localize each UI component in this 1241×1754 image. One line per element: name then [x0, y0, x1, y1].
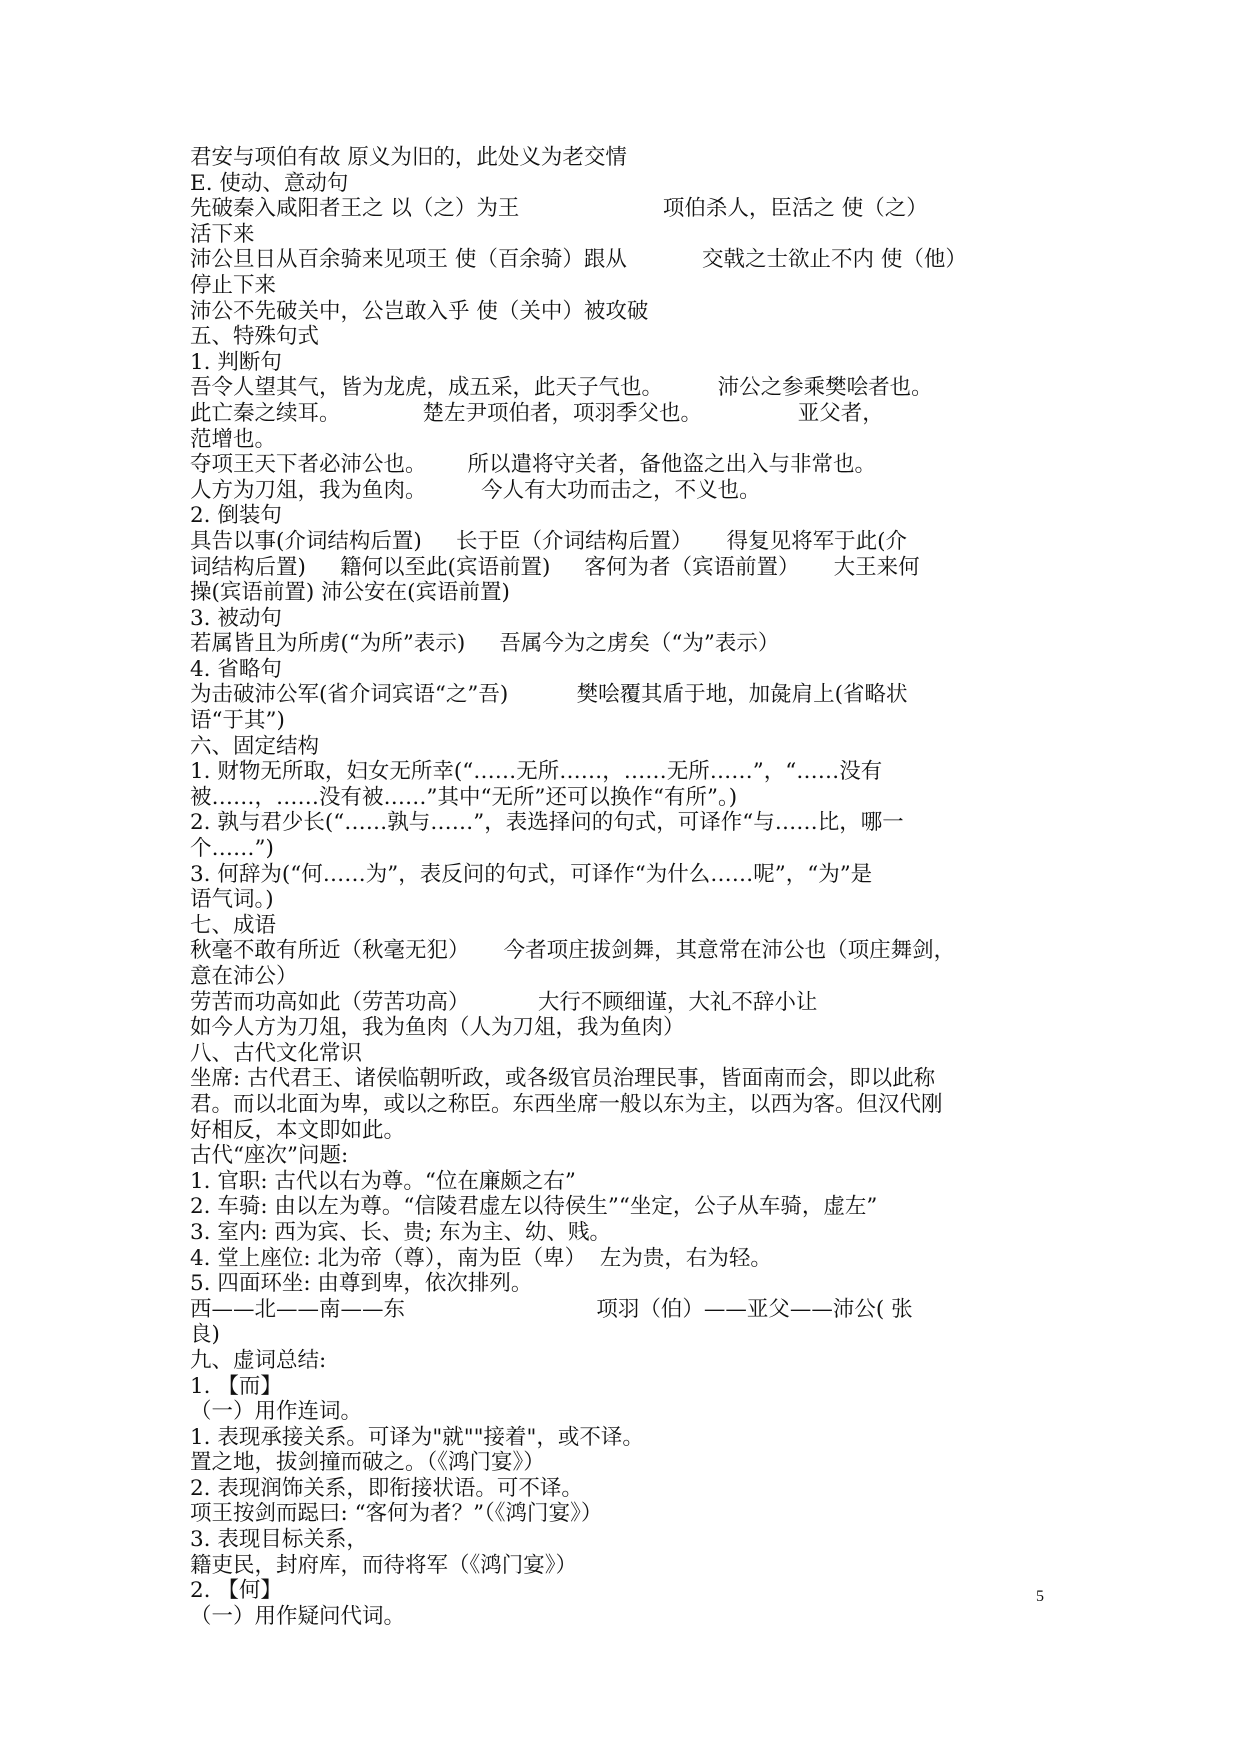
text-line: 若属皆且为所虏(“为所”表示) 吾属今为之虏矣（“为”表示） — [190, 631, 780, 657]
text-line: 语气词。) — [190, 887, 274, 913]
text-line: 西——北——南——东 项羽（伯）——亚父——沛公( 张 — [190, 1296, 913, 1322]
text-line: 好相反，本文即如此。 — [190, 1117, 406, 1143]
text-line: 先破秦入咸阳者王之 以（之）为王 项伯杀人，臣活之 使（之） — [190, 196, 928, 222]
text-line: 劳苦而功高如此（劳苦功高） 大行不顾细谨，大礼不辞小让 — [190, 989, 818, 1015]
page-body-text — [190, 145, 1070, 1629]
text-line: 为击破沛公军(省介词宾语“之”吾) 樊哙覆其盾于地，加彘肩上(省略状 — [190, 682, 908, 708]
text-line: 个……”) — [190, 836, 274, 862]
text-line: 六、固定结构 — [190, 733, 320, 759]
text-line: E. 使动、意动句 — [190, 170, 349, 196]
text-line: 沛公旦日从百余骑来见项王 使（百余骑）跟从 交戟之士欲止不内 使（他） — [190, 247, 967, 273]
text-line: 五、特殊句式 — [190, 324, 320, 350]
text-line: 1. 判断句 — [190, 349, 282, 375]
text-line: 3. 室内: 西为宾、长、贵; 东为主、幼、贱。 — [190, 1219, 612, 1245]
text-line: 活下来 — [190, 221, 255, 247]
text-line: 被……，……没有被……”其中“无所”还可以换作“有所”。) — [190, 784, 738, 810]
text-line: （一）用作连词。 — [190, 1399, 363, 1425]
text-line: 1. 【而】 — [190, 1373, 282, 1399]
text-line: 1. 表现承接关系。可译为"就""接着"，或不译。 — [190, 1424, 644, 1450]
text-line: 2. 车骑: 由以左为尊。“信陵君虚左以待侯生”“坐定，公子从车骑，虚左” — [190, 1194, 878, 1220]
text-line: 君安与项伯有故 原义为旧的，此处义为老交情 — [190, 145, 627, 170]
text-line: 4. 堂上座位: 北为帝（尊），南为臣（卑） 左为贵，右为轻。 — [190, 1245, 772, 1271]
page-number: 5 — [1036, 1588, 1044, 1605]
text-line: 词结构后置) 籍何以至此(宾语前置) 客何为者（宾语前置） 大王来何 — [190, 554, 920, 580]
text-line: 坐席: 古代君王、诸侯临朝听政，或各级官员治理民事，皆面南而会，即以此称 — [190, 1066, 936, 1092]
text-line: 意在沛公） — [190, 964, 298, 989]
text-line: 古代“座次”问题: — [190, 1143, 349, 1169]
text-line: 籍吏民，封府库，而待将军（《鸿门宴》） — [190, 1552, 578, 1578]
text-line: 秋毫不敢有所近（秋毫无犯） 今者项庄拔剑舞，其意常在沛公也（项庄舞剑， — [190, 938, 956, 964]
text-line: 范增也。 — [190, 426, 277, 452]
text-line: 良) — [190, 1322, 220, 1348]
text-line: （一）用作疑问代词。 — [190, 1603, 406, 1629]
text-line: 八、古代文化常识 — [190, 1040, 363, 1066]
text-line: 具告以事(介词结构后置) 长于臣（介词结构后置） 得复见将军于此(介 — [190, 528, 908, 554]
text-line: 5. 四面环坐: 由尊到卑，依次排列。 — [190, 1271, 533, 1297]
text-line: 置之地，拔剑撞而破之。（《鸿门宴》） — [190, 1450, 545, 1476]
text-line: 吾令人望其气，皆为龙虎，成五采，此天子气也。 沛公之参乘樊哙者也。 — [190, 375, 933, 401]
text-line: 3. 表现目标关系， — [190, 1527, 368, 1553]
text-line: 君。而以北面为卑，或以之称臣。东西坐席一般以东为主，以西为客。但汉代刚 — [190, 1091, 943, 1117]
text-line: 语“于其”) — [190, 708, 285, 734]
text-line: 2. 【何】 — [190, 1578, 282, 1604]
text-line: 停止下来 — [190, 272, 277, 298]
text-line: 人方为刀俎，我为鱼肉。 今人有大功而击之，不义也。 — [190, 477, 761, 503]
text-line: 夺项王天下者必沛公也。 所以遣将守关者，备他盗之出入与非常也。 — [190, 452, 877, 478]
text-line: 2. 倒装句 — [190, 503, 282, 529]
text-line: 3. 何辞为(“何……为”，表反问的句式，可译作“为什么……呢”，“为”是 — [190, 861, 873, 887]
text-line: 七、成语 — [190, 912, 277, 938]
text-line: 2. 表现润饰关系，即衔接状语。可不译。 — [190, 1475, 583, 1501]
text-line: 此亡秦之续耳。 楚左尹项伯者，项羽季父也。 亚父者， — [190, 400, 884, 426]
text-line: 1. 财物无所取，妇女无所幸(“……无所……，……无所……”，“……没有 — [190, 759, 883, 785]
text-line: 九、虚词总结: — [190, 1347, 327, 1373]
text-line: 沛公不先破关中，公岂敢入乎 使（关中）被攻破 — [190, 298, 649, 324]
text-line: 1. 官职: 古代以右为尊。“位在廉颇之右” — [190, 1168, 576, 1194]
text-line: 项王按剑而跽曰: “客何为者？”（《鸿门宴》） — [190, 1501, 603, 1527]
text-line: 4. 省略句 — [190, 656, 282, 682]
text-line: 2. 孰与君少长(“……孰与……”，表选择问的句式，可译作“与……比，哪一 — [190, 810, 904, 836]
text-line: 操(宾语前置) 沛公安在(宾语前置) — [190, 580, 510, 606]
text-line: 3. 被动句 — [190, 605, 282, 631]
text-line: 如今人方为刀俎，我为鱼肉（人为刀俎，我为鱼肉） — [190, 1015, 685, 1041]
